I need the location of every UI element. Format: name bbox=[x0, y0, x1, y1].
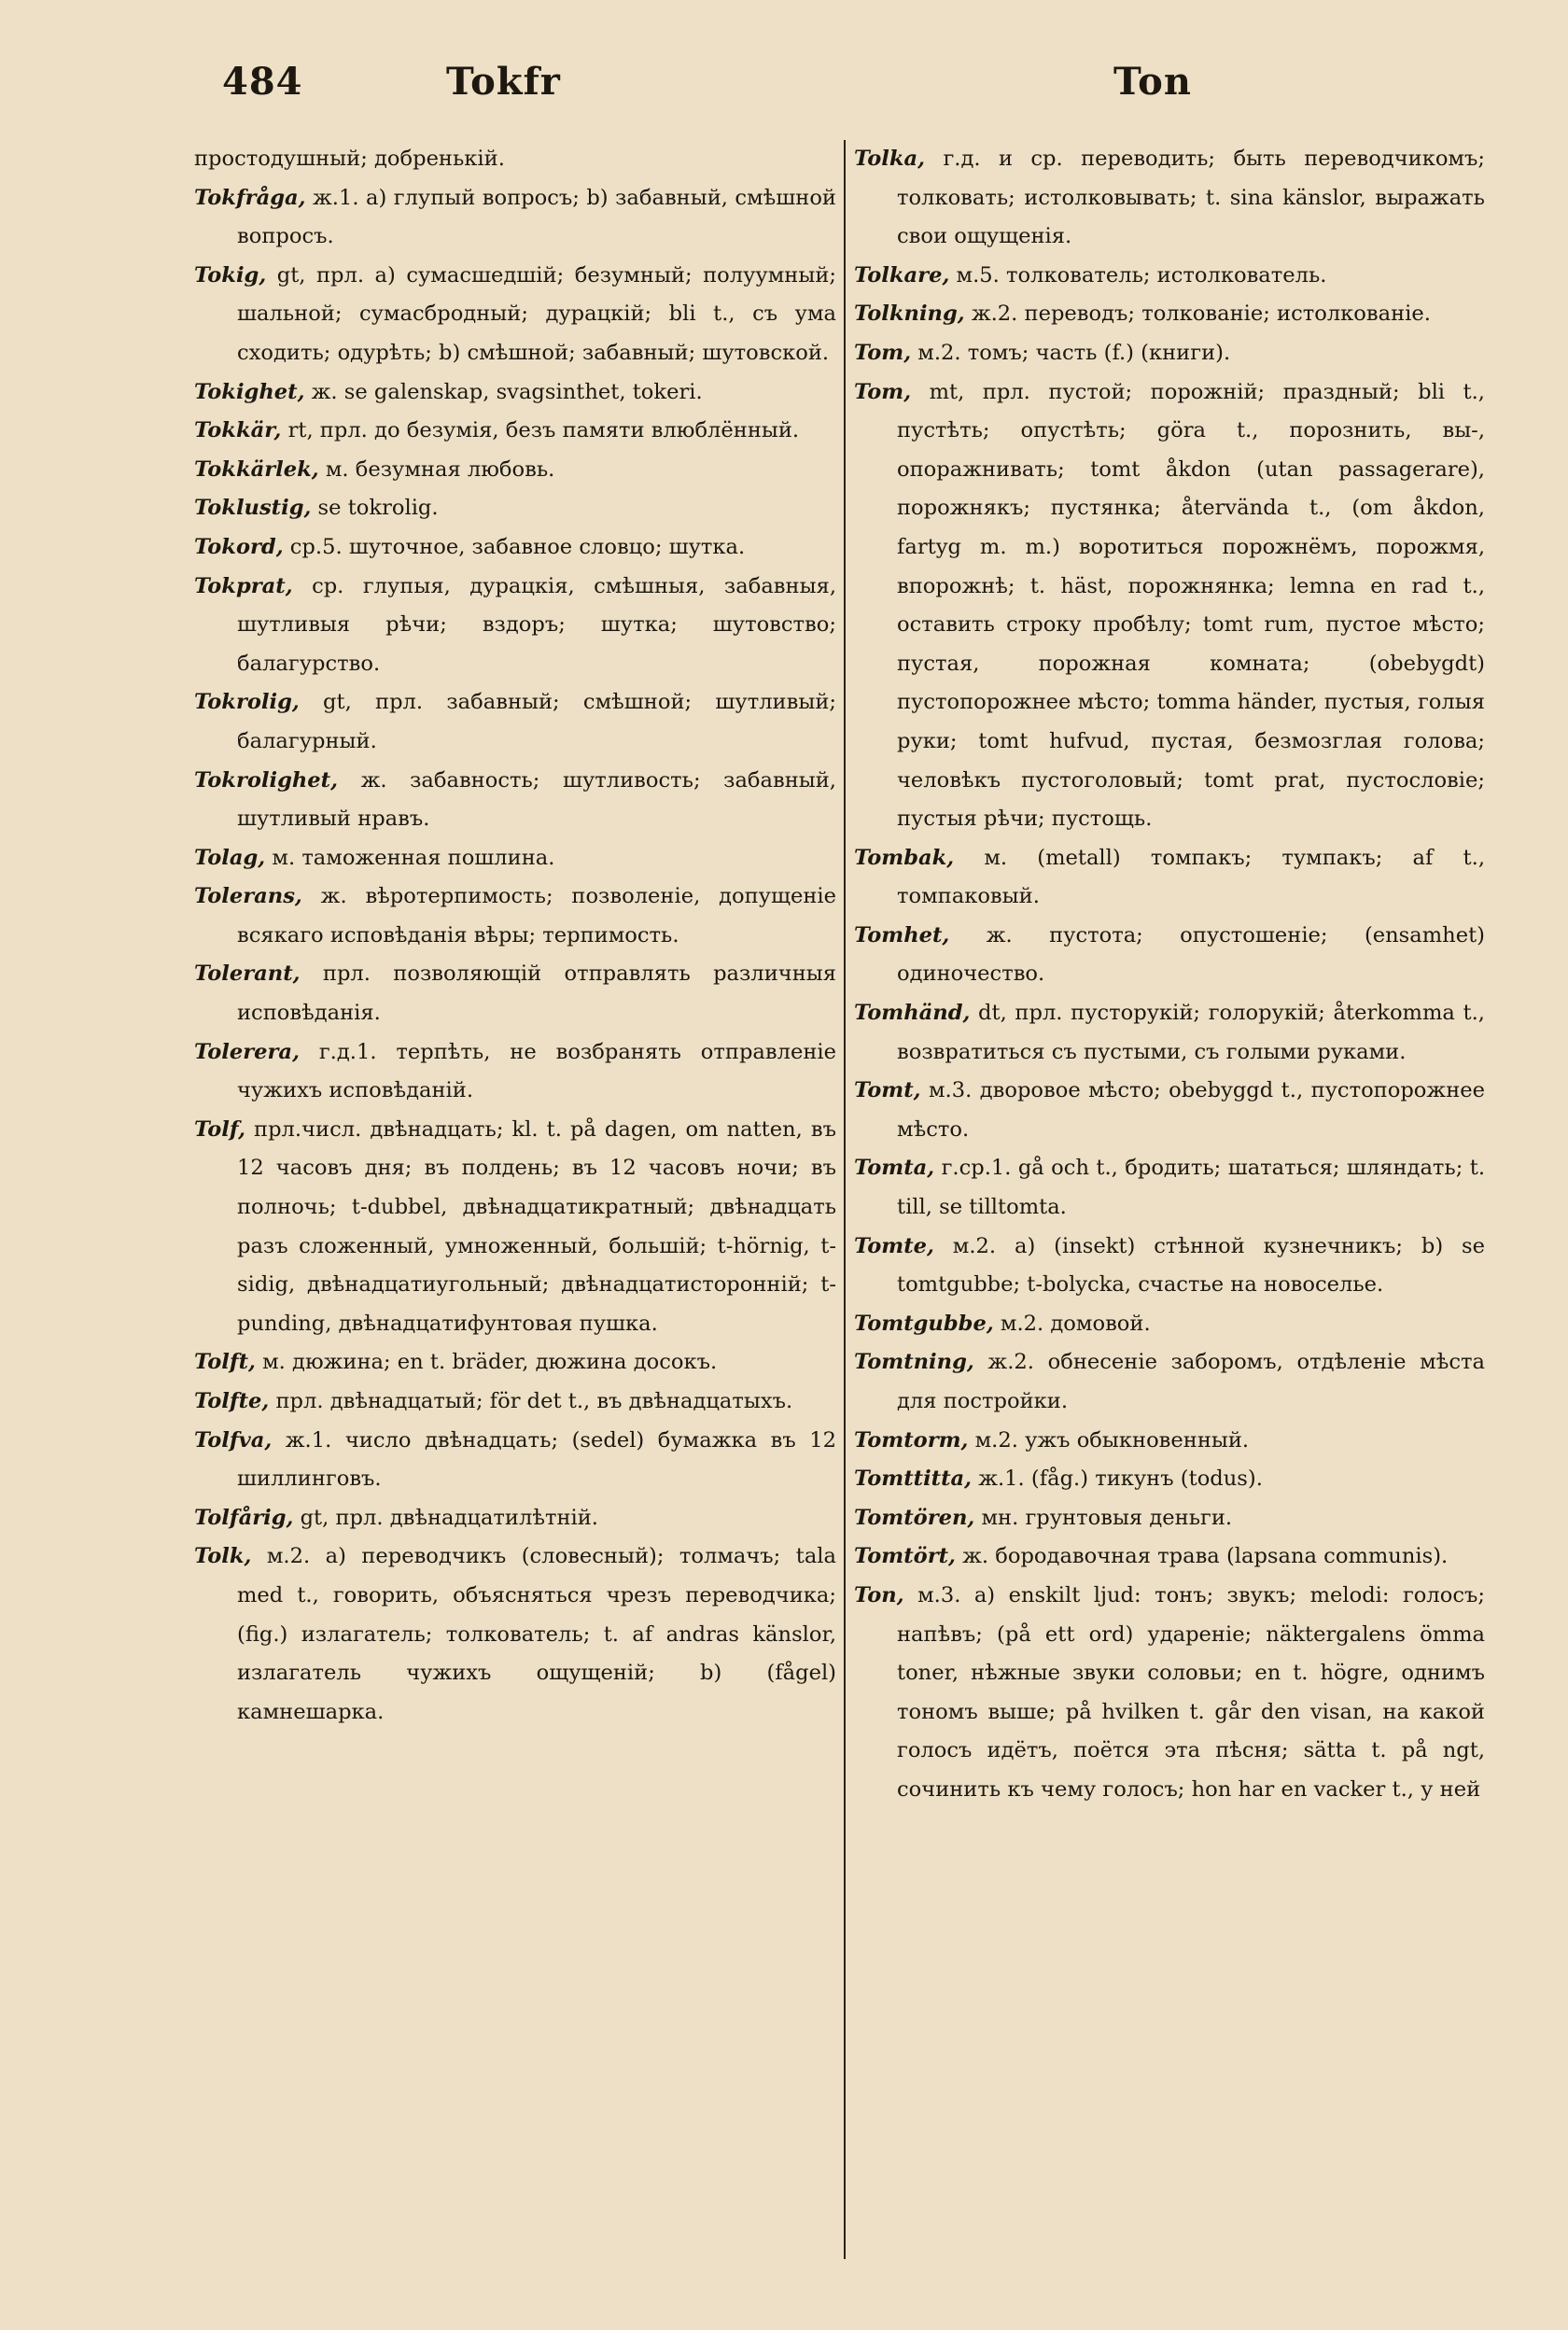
dictionary-entry bbox=[854, 257, 1485, 296]
dictionary-entry bbox=[194, 839, 836, 878]
definition: м.5. толкователь; истолкователь. bbox=[956, 262, 1327, 288]
definition: ж. пустота; опустошеніе; (ensamhet) одиночество. bbox=[897, 922, 1485, 987]
definition: ж. бородавочная трава (lapsana communis). bbox=[962, 1544, 1449, 1569]
dictionary-entry bbox=[854, 994, 1485, 1072]
headword: Tolerans, bbox=[194, 884, 302, 909]
headword: Tokfråga, bbox=[194, 185, 306, 210]
definition: м.3. а) enskilt ljud: тонъ; звукъ; melodi: голосъ; напѣвъ; (på ett ord) удареніе; näktergalens ömma toner, нѣжные звуки соловьи; en t. högre, однимъ тономъ выше; på hvilken t. går den visan, на какой голосъ идётъ, поётся эта пѣсня; sätta t. på ngt, сочинить къ чему голосъ; hon har en vacker t., у ней bbox=[897, 1582, 1485, 1802]
headword: Tolk, bbox=[194, 1544, 252, 1569]
definition: м.2. ужъ обыкновенный. bbox=[974, 1427, 1250, 1453]
right-column bbox=[854, 140, 1485, 1810]
dictionary-entry bbox=[194, 1422, 836, 1499]
definition: м.3. дворовое мѣсто; obebyggd t., пустопорожнее мѣсто. bbox=[897, 1078, 1485, 1142]
definition: dt, прл. пусторукій; голорукій; återkomma t., возвратиться съ пустыми, съ голыми руками. bbox=[897, 1001, 1485, 1064]
dictionary-entry bbox=[194, 1383, 836, 1422]
dictionary-entry bbox=[854, 1537, 1485, 1577]
dictionary-entry bbox=[854, 1499, 1485, 1538]
definition: м. дюжина; en t. bräder, дюжина досокъ. bbox=[262, 1350, 718, 1375]
dictionary-entry bbox=[194, 877, 836, 955]
right-guide-word: Ton bbox=[1113, 60, 1192, 104]
headword: Tokord, bbox=[194, 534, 284, 559]
definition: gt, прл. а) сумасшедшій; безумный; полуумный; шальной; сумасбродный; дурацкій; bli t., съ ума сходить; одурѣть; b) смѣшной; забавный; шутовской. bbox=[237, 262, 836, 365]
headword: Tolfva, bbox=[194, 1427, 273, 1453]
definition: г.д. и ср. переводить; быть переводчикомъ; толковать; истолковывать; t. sina känslor, выражать свои ощущенія. bbox=[897, 147, 1485, 249]
dictionary-entry bbox=[194, 412, 836, 451]
definition: rt, прл. до безумія, безъ памяти влюблённый. bbox=[287, 418, 800, 443]
headword: Tolerant, bbox=[194, 961, 301, 987]
headword: Tomhänd, bbox=[854, 1001, 971, 1026]
dictionary-entry bbox=[194, 373, 836, 413]
dictionary-entry bbox=[194, 683, 836, 761]
headword: Tolf, bbox=[194, 1116, 245, 1142]
dictionary-entry bbox=[854, 334, 1485, 373]
definition: ж.2. переводъ; толкованіе; истолкованіе. bbox=[971, 302, 1431, 327]
dictionary-entry bbox=[854, 140, 1485, 257]
headword: Tolerera, bbox=[194, 1039, 300, 1064]
dictionary-entry bbox=[854, 917, 1485, 994]
definition: ж.1. а) глупый вопросъ; b) забавный, смѣшной вопросъ. bbox=[237, 185, 836, 249]
definition: м.2. домовой. bbox=[1000, 1311, 1151, 1336]
dictionary-entry bbox=[854, 373, 1485, 839]
headword: Tomt, bbox=[854, 1078, 921, 1103]
headword: Tolfårig, bbox=[194, 1505, 294, 1530]
headword: Tokprat, bbox=[194, 573, 293, 598]
dictionary-entry bbox=[854, 1577, 1485, 1810]
dictionary-entry bbox=[194, 1033, 836, 1111]
definition: мн. грунтовыя деньги. bbox=[981, 1505, 1233, 1530]
dictionary-entry bbox=[194, 179, 836, 257]
headword: Tokkärlek, bbox=[194, 456, 319, 482]
page-header bbox=[222, 60, 1463, 125]
headword: Tolkare, bbox=[854, 262, 950, 288]
headword: Toklustig, bbox=[194, 496, 312, 521]
headword: Tomtorm, bbox=[854, 1427, 969, 1453]
definition: простодушный; добренькій. bbox=[194, 147, 505, 171]
headword: Tokrolig, bbox=[194, 690, 300, 715]
headword: Tolka, bbox=[854, 147, 926, 171]
dictionary-entry bbox=[194, 955, 836, 1032]
definition: м. (metall) томпакъ; тумпакъ; af t., томпаковый. bbox=[897, 845, 1485, 909]
dictionary-entry bbox=[194, 489, 836, 528]
headword: Tomta, bbox=[854, 1156, 935, 1181]
definition: se tokrolig. bbox=[317, 496, 439, 521]
definition: прл. позволяющій отправлять различныя исповѣданія. bbox=[237, 961, 836, 1026]
definition: г.д.1. терпѣть, не возбранять отправленіе чужихъ исповѣданій. bbox=[237, 1039, 836, 1103]
definition: ж.2. обнесеніе заборомъ, отдѣленіе мѣста для постройки. bbox=[897, 1350, 1485, 1413]
definition: м.2. а) переводчикъ (словесный); толмачъ; tala med t., говорить, объясняться чрезъ переводчика; (fig.) излагатель; толкователь; t. af andras känslor, излагатель чужихъ ощущеній; b) (fågel) камнешарка. bbox=[237, 1544, 836, 1724]
definition: ж. se galenskap, svagsinthet, tokeri. bbox=[311, 379, 703, 404]
headword: Tomtört, bbox=[854, 1544, 956, 1569]
left-guide-word: Tokfr bbox=[446, 60, 561, 104]
headword: Tombak, bbox=[854, 845, 955, 870]
dictionary-entry bbox=[194, 1111, 836, 1344]
headword: Tokig, bbox=[194, 262, 267, 288]
dictionary-entry bbox=[194, 1343, 836, 1383]
headword: Tomte, bbox=[854, 1233, 934, 1258]
headword: Tokrolighet, bbox=[194, 767, 338, 793]
definition: г.ср.1. gå och t., бродить; шататься; шляндать; t. till, se tilltomta. bbox=[897, 1156, 1485, 1220]
definition: ж.1. (fåg.) тикунъ (todus). bbox=[978, 1467, 1263, 1492]
dictionary-entry bbox=[854, 839, 1485, 917]
headword: Tolag, bbox=[194, 845, 266, 870]
dictionary-entry bbox=[194, 1499, 836, 1538]
headword: Tolfte, bbox=[194, 1389, 270, 1413]
dictionary-entry bbox=[194, 762, 836, 839]
dictionary-entry bbox=[854, 1460, 1485, 1499]
headword: Tokighet, bbox=[194, 379, 305, 404]
dictionary-entry bbox=[194, 528, 836, 568]
definition: gt, прл. двѣнадцатилѣтній. bbox=[300, 1505, 598, 1530]
headword: Tokkär, bbox=[194, 418, 282, 443]
dictionary-entry bbox=[194, 257, 836, 373]
dictionary-entry bbox=[194, 140, 836, 179]
headword: Tomttitta, bbox=[854, 1467, 973, 1492]
left-column bbox=[194, 140, 836, 1732]
dictionary-entry bbox=[194, 451, 836, 490]
definition: ср.5. шуточное, забавное словцо; шутка. bbox=[289, 534, 746, 559]
headword: Tom, bbox=[854, 379, 912, 404]
definition: ж. вѣротерпимость; позволеніе, допущеніе всякаго исповѣданія вѣры; терпимость. bbox=[237, 884, 836, 947]
headword: Tolft, bbox=[194, 1350, 256, 1375]
headword: Tolkning, bbox=[854, 302, 965, 327]
headword: Ton, bbox=[854, 1582, 904, 1607]
definition: м. таможенная пошлина. bbox=[272, 845, 555, 870]
definition: м. безумная любовь. bbox=[325, 456, 555, 482]
definition: ж. забавность; шутливость; забавный, шутливый нравъ. bbox=[237, 767, 836, 832]
dictionary-entry bbox=[854, 1149, 1485, 1227]
definition: прл. двѣнадцатый; för det t., въ двѣнадцатыхъ. bbox=[275, 1389, 793, 1413]
dictionary-entry bbox=[854, 295, 1485, 334]
headword: Tomtgubbe, bbox=[854, 1311, 994, 1336]
definition: ж.1. число двѣнадцать; (sedel) бумажка въ 12 шиллинговъ. bbox=[237, 1427, 836, 1492]
definition: м.2. а) (insekt) стѣнной кузнечникъ; b) se tomtgubbe; t-bolycka, счастье на новоселье. bbox=[897, 1233, 1485, 1298]
definition: ср. глупыя, дурацкія, смѣшныя, забавныя, шутливыя рѣчи; вздоръ; шутка; шутовство; балагурство. bbox=[237, 573, 836, 676]
definition: mt, прл. пустой; порожній; праздный; bli t., пустѣть; опустѣть; göra t., порознить, вы-, опоражнивать; tomt åkdon (utan passagerare), порожнякъ; пустянка; återvända t., (om åkdon, fartyg m. m.) воротиться порожнёмъ, порожмя, впорожнѣ; t. häst, порожнянка; lemna en rad t., оставить строку пробѣлу; tomt rum, пустое мѣсто; пустая, порожная комната; (obebygdt) пустопорожнее мѣсто; tomma händer, пустыя, голыя руки; tomt hufvud, пустая, безмозглая голова; человѣкъ пустоголовый; tomt prat, пустословіе; пустыя рѣчи; пустощь. bbox=[897, 379, 1485, 832]
page-number: 484 bbox=[222, 60, 303, 104]
dictionary-entry bbox=[854, 1228, 1485, 1305]
dictionary-entry bbox=[194, 568, 836, 684]
dictionary-entry bbox=[854, 1343, 1485, 1421]
headword: Tomtning, bbox=[854, 1350, 974, 1375]
headword: Tom, bbox=[854, 340, 912, 365]
definition: прл.числ. двѣнадцать; kl. t. på dagen, om natten, въ 12 часовъ дня; въ полдень; въ 12 часовъ ночи; въ полночь; t-dubbel, двѣнадцатикратный; двѣнадцать разъ сложенный, умноженный, большій; t-hörnig, t-sidig, двѣнадцатиугольный; двѣнадцатисторонній; t-punding, двѣнадцатифунтовая пушка. bbox=[237, 1116, 836, 1336]
headword: Tomtören, bbox=[854, 1505, 975, 1530]
definition: gt, прл. забавный; смѣшной; шутливый; балагурный. bbox=[237, 690, 836, 753]
headword: Tomhet, bbox=[854, 922, 950, 947]
dictionary-entry bbox=[854, 1072, 1485, 1149]
column-divider bbox=[844, 140, 846, 2259]
definition: м.2. томъ; часть (f.) (книги). bbox=[917, 340, 1231, 365]
dictionary-entry bbox=[194, 1537, 836, 1732]
dictionary-entry bbox=[854, 1422, 1485, 1461]
dictionary-entry bbox=[854, 1305, 1485, 1344]
